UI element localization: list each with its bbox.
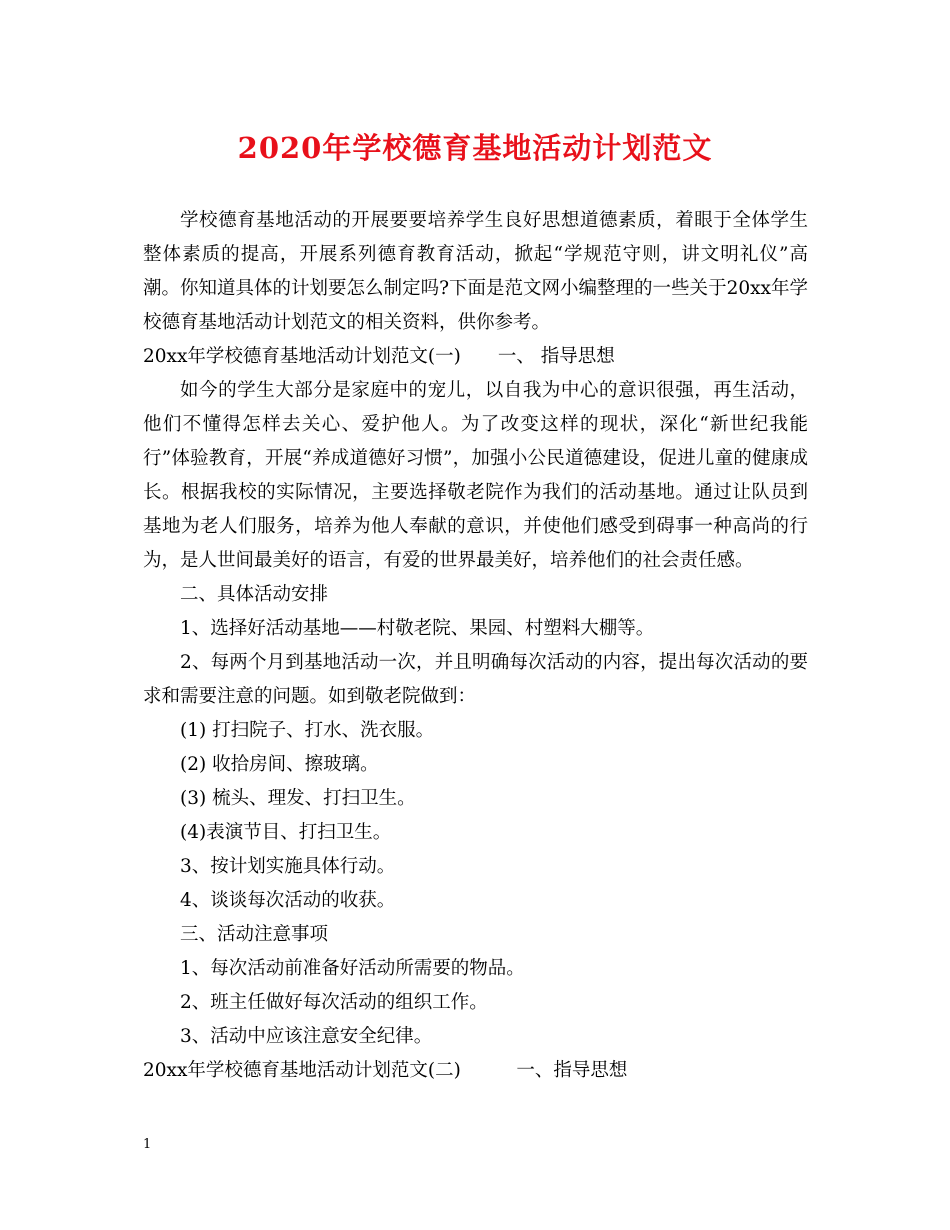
sub-item-2: (2) 收拾房间、擦玻璃。 xyxy=(180,754,379,775)
page-number: 1 xyxy=(143,1137,152,1152)
section2-heading: 20xx年学校德育基地活动计划范文(二) 一、指导思想 xyxy=(143,1060,628,1081)
section1-heading: 20xx年学校德育基地活动计划范文(一) 一、 指导思想 xyxy=(143,346,615,367)
sub-item-1: (1) 打扫院子、打水、洗衣服。 xyxy=(180,720,435,741)
sub-item-4: (4)表演节目、打扫卫生。 xyxy=(180,822,392,843)
section1-paragraph: 如今的学生大部分是家庭中的宠儿，以自我为中心的意识很强，再生活动，他们不懂得怎样去关心、爱护他人。为了改变这样的现状，深化“新世纪我能行”体验教育，开展“养成道德好习惯”，加强小公民道德建设，促进儿童的健康成长。根据我校的实际情况，主要选择敬老院作为我们的活动基地。通过让队员到基地为老人们服务，培养为他人奉献的意识，并使他们感受到碍事一种高尚的行为，是人世间最美好的语言，有爱的世界最美好，培养他们的社会责任感。 xyxy=(143,380,808,571)
document-title: 2020年学校德育基地活动计划范文 xyxy=(237,131,713,165)
part3-item-1: 1、每次活动前准备好活动所需要的物品。 xyxy=(180,958,525,979)
part3-item-3: 3、活动中应该注意安全纪律。 xyxy=(180,1026,433,1047)
part2-item-3: 3、按计划实施具体行动。 xyxy=(180,856,396,877)
intro-paragraph: 学校德育基地活动的开展要要培养学生良好思想道德素质，着眼于全体学生整体素质的提高，开展系列德育教育活动，掀起“学规范守则，讲文明礼仪”高潮。你知道具体的计划要怎么制定吗?下面是范文网小编整理的一些关于20xx年学校德育基地活动计划范文的相关资料，供你参考。 xyxy=(143,210,808,333)
part3-item-2: 2、班主任做好每次活动的组织工作。 xyxy=(180,992,488,1013)
sub-item-3: (3) 梳头、理发、打扫卫生。 xyxy=(180,788,416,809)
part2-heading: 二、具体活动安排 xyxy=(180,584,329,605)
part2-item-4: 4、谈谈每次活动的收获。 xyxy=(180,890,396,911)
part3-heading: 三、活动注意事项 xyxy=(180,924,329,945)
part2-item-1: 1、选择好活动基地——村敬老院、果园、村塑料大棚等。 xyxy=(180,618,655,639)
document-body xyxy=(143,204,808,1088)
part2-item-2: 2、每两个月到基地活动一次，并且明确每次活动的内容，提出每次活动的要求和需要注意的问题。如到敬老院做到： xyxy=(143,652,808,707)
